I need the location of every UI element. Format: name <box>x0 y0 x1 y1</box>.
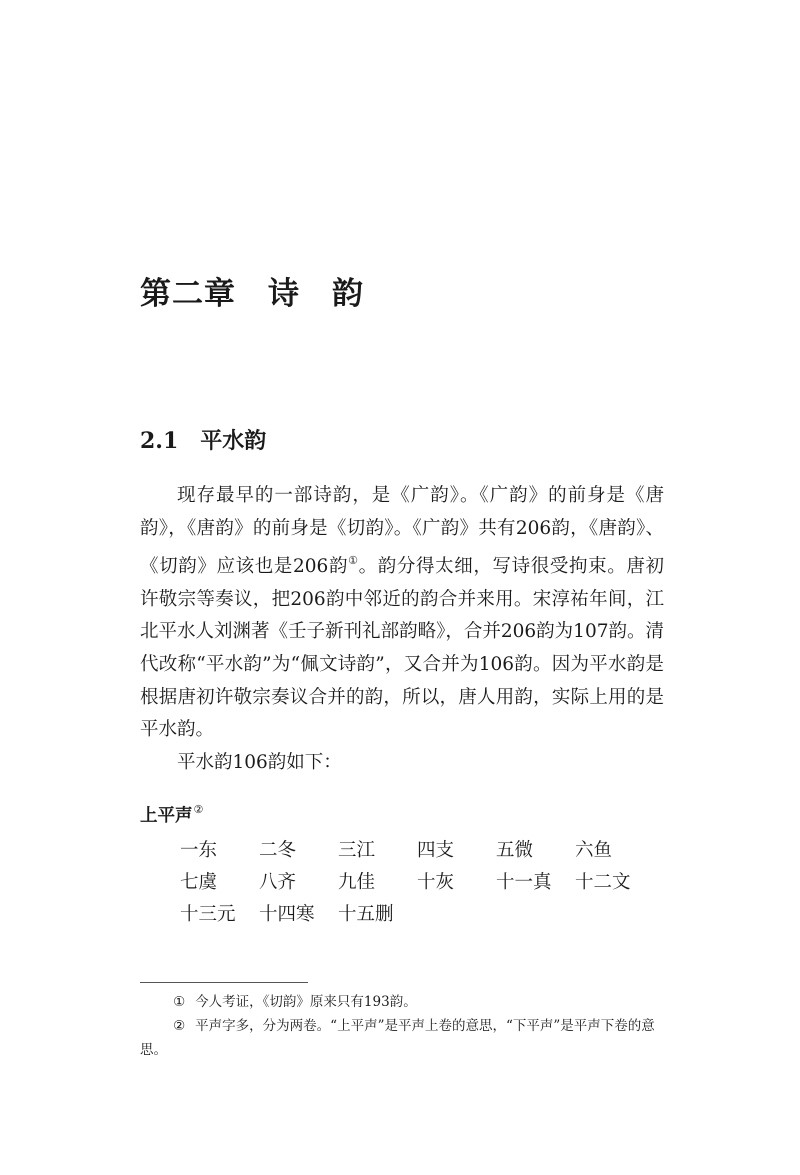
paragraph-1-part-1: 现存最早的一部诗韵，是《广韵》。《广韵》的前身是《唐韵》，《唐韵》的前身是《切韵》。《广韵》共有206韵，《唐韵》、《切韵》应该也是206韵 <box>140 485 664 578</box>
footnote-text: 平声字多，分为两卷。“上平声”是平声上卷的意思，“下平声”是平声下卷的意思。 <box>140 1018 655 1058</box>
footnote-text: 今人考证，《切韵》原来只有193韵。 <box>195 994 417 1010</box>
rhyme-list <box>180 836 680 932</box>
footnote-mark: ① <box>173 994 186 1010</box>
rhyme-item: 十五删 <box>338 904 394 925</box>
chapter-title: 第二章 诗 韵 <box>140 276 364 312</box>
rhyme-item: 二冬 <box>259 840 297 861</box>
rhyme-item: 五微 <box>496 840 534 861</box>
footnote-ref-1[interactable]: ① <box>348 554 359 568</box>
rhyme-group-title: 上平声 <box>140 806 193 826</box>
section-number: 2.1 <box>140 428 179 454</box>
rhyme-item: 十四寒 <box>259 904 315 925</box>
rhyme-item: 九佳 <box>338 872 376 893</box>
rhyme-item: 十灰 <box>417 872 455 893</box>
body-text <box>140 480 664 779</box>
rhyme-item: 四支 <box>417 840 455 861</box>
footnote-mark: ② <box>173 1018 186 1034</box>
paragraph-1 <box>140 480 664 747</box>
rhyme-item: 六鱼 <box>575 840 613 861</box>
footnote-2 <box>140 1014 666 1062</box>
rhyme-item: 七虞 <box>180 872 218 893</box>
section-heading <box>140 424 266 455</box>
paragraph-1-part-2: 。韵分得太细，写诗很受拘束。唐初许敬宗等奏议，把206韵中邻近的韵合并来用。宋淳祐年间，江北平水人刘渊著《壬子新刊礼部韵略》，合并206韵为107韵。清代改称“平水韵”为“佩文诗韵”，又合并为106韵。因为平水韵是根据唐初许敬宗奏议合并的韵，所以，唐人用韵，实际上用的是平水韵。 <box>140 556 664 741</box>
footnote-divider <box>140 982 308 983</box>
rhyme-item: 十一真 <box>496 872 552 893</box>
paragraph-2: 平水韵106韵如下： <box>177 751 342 773</box>
rhyme-item: 八齐 <box>259 872 297 893</box>
rhyme-item: 三江 <box>338 840 376 861</box>
section-title: 平水韵 <box>200 428 267 454</box>
footnotes <box>140 990 666 1062</box>
footnote-1 <box>140 990 666 1014</box>
footnote-ref-2[interactable]: ② <box>193 803 204 816</box>
rhyme-group-heading <box>140 802 203 827</box>
rhyme-item: 一东 <box>180 840 218 861</box>
rhyme-item: 十三元 <box>180 904 236 925</box>
rhyme-item: 十二文 <box>575 872 631 893</box>
